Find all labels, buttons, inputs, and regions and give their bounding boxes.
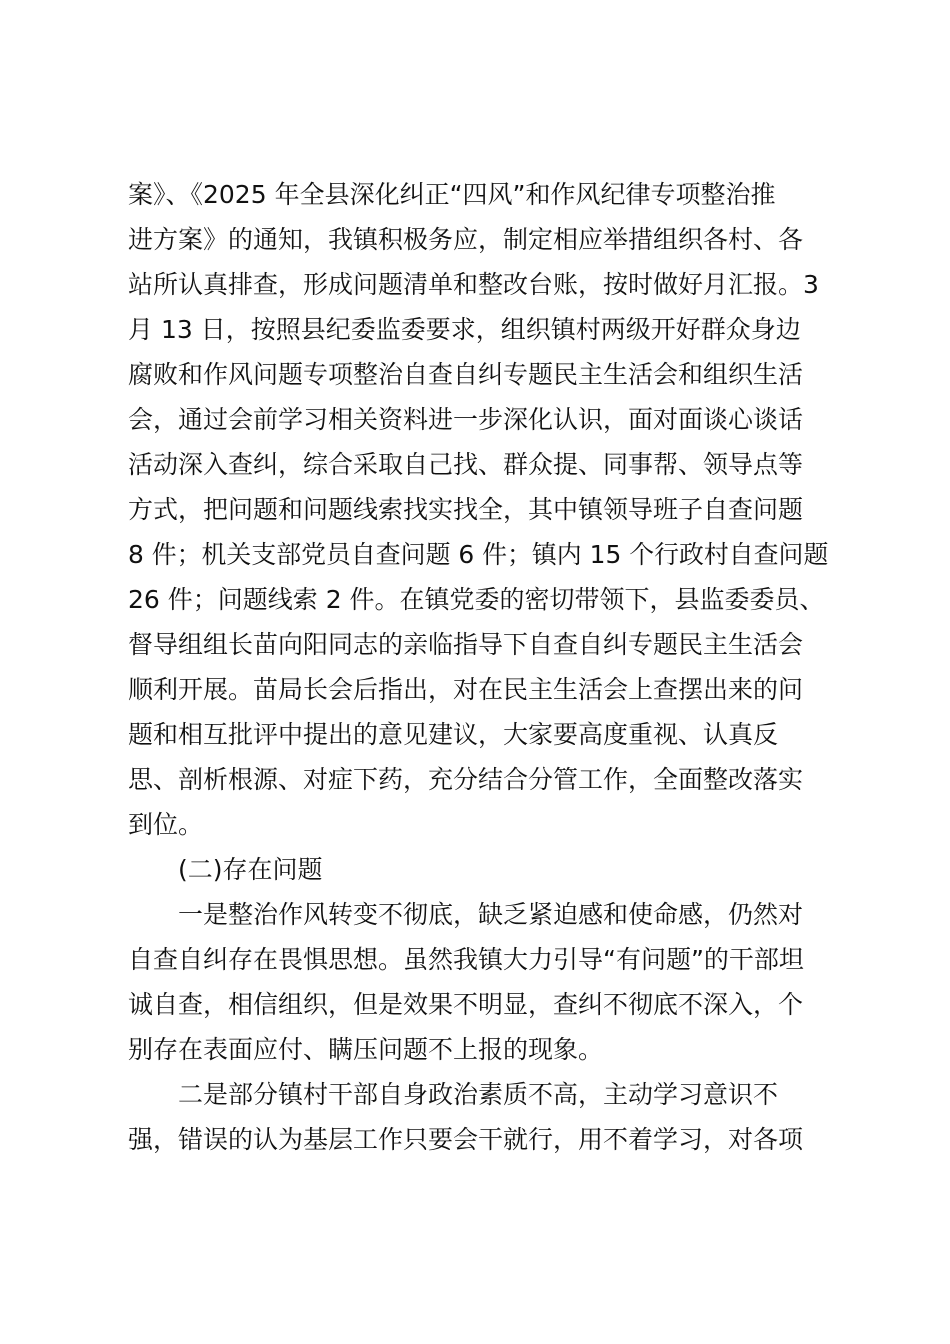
text-line: 进方案》的通知，我镇积极务应，制定相应举措组织各村、各 [128,225,804,254]
text-line: 会，通过会前学习相关资料进一步深化认识，面对面谈心谈话 [128,405,804,434]
text-line: 到位。 [128,810,204,839]
text-line: 思、剖析根源、对症下药，充分结合分管工作，全面整改落实 [128,765,804,794]
text-line: 督导组组长苗向阳同志的亲临指导下自查自纠专题民主生活会 [128,630,804,659]
text-line: 8 件；机关支部党员自查问题 6 件；镇内 15 个行政村自查问题 [128,540,829,569]
section-heading: (二)存在问题 [178,855,323,884]
text-line: 强，错误的认为基层工作只要会干就行，用不着学习，对各项 [128,1125,804,1154]
text-line: 月 13 日，按照县纪委监委要求，组织镇村两级开好群众身边 [128,315,801,344]
text-line: 别存在表面应付、瞒压问题不上报的现象。 [128,1035,604,1064]
text-line: 顺利开展。苗局长会后指出，对在民主生活会上查摆出来的问 [128,675,804,704]
text-line: 腐败和作风问题专项整治自查自纠专题民主生活会和组织生活 [128,360,804,389]
text-line: 一是整治作风转变不彻底，缺乏紧迫感和使命感，仍然对 [178,900,804,929]
text-line: 二是部分镇村干部自身政治素质不高，主动学习意识不 [178,1080,779,1109]
text-line: 站所认真排查，形成问题清单和整改台账，按时做好月汇报。3 [128,270,819,299]
text-line: 方式，把问题和问题线索找实找全，其中镇领导班子自查问题 [128,495,804,524]
text-line: 案》、《2025 年全县深化纠正“四风”和作风纪律专项整治推 [128,180,776,209]
text-line: 活动深入查纠，综合采取自己找、群众提、同事帮、领导点等 [128,450,804,479]
text-line: 自查自纠存在畏惧思想。虽然我镇大力引导“有问题”的干部坦 [128,945,804,974]
text-line: 题和相互批评中提出的意见建议，大家要高度重视、认真反 [128,720,779,749]
text-line: 26 件；问题线索 2 件。在镇党委的密切带领下，县监委委员、 [128,585,825,614]
text-line: 诚自查，相信组织，但是效果不明显，查纠不彻底不深入，个 [128,990,804,1019]
